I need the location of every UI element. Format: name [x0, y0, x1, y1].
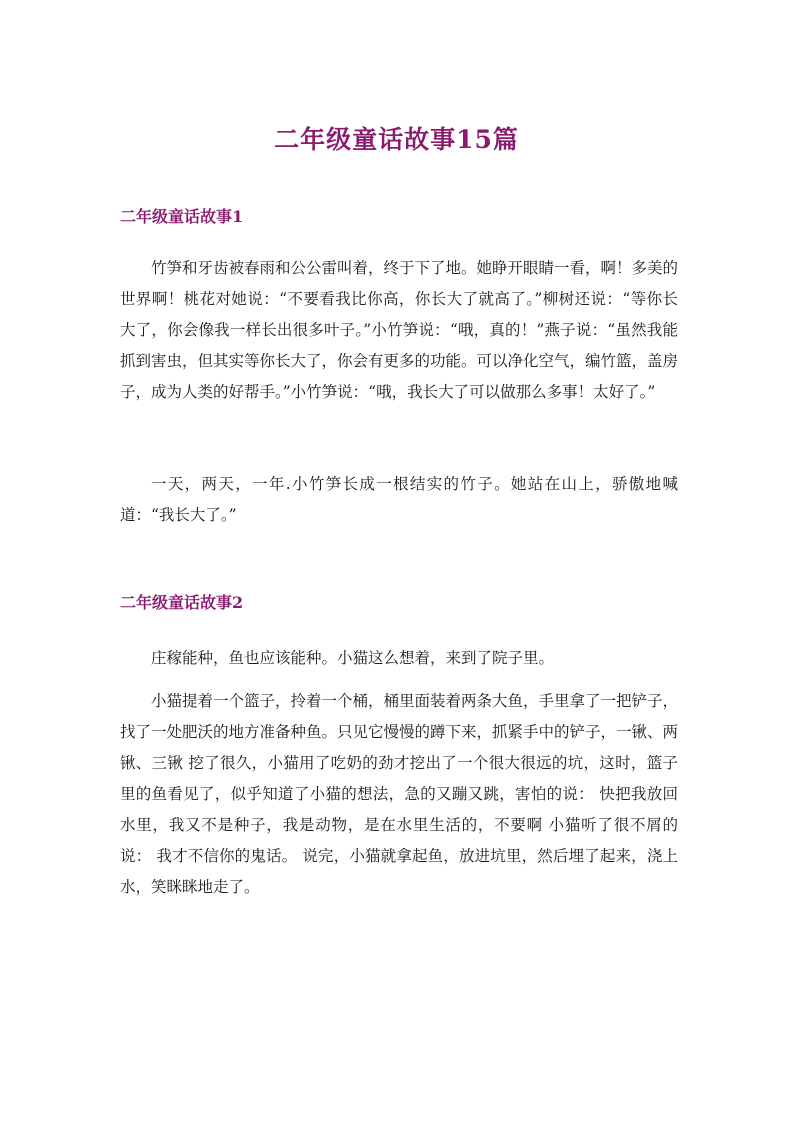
story-1-heading: 二年级童话故事1	[120, 207, 244, 226]
story-2-paragraph-1: 庄稼能种，鱼也应该能种。小猫这么想着，来到了院子里。	[151, 649, 555, 667]
document-title: 二年级童话故事15篇	[274, 125, 519, 154]
story-1-paragraph-2: 一天，两天，一年.小竹笋长成一根结实的竹子。她站在山上，骄傲地喊道：“我长大了。”	[120, 475, 678, 524]
story-2-heading: 二年级童话故事2	[120, 593, 244, 612]
story-1-paragraph-1: 竹笋和牙齿被春雨和公公雷叫着，终于下了地。她睁开眼睛一看，啊！多美的世界啊！桃花对她说：“不要看我比你高，你长大了就高了。”柳树还说：“等你长大了，你会像我一样长出很多叶子。”小竹笋说：“哦，真的！”燕子说：“虽然我能抓到害虫，但其实等你长大了，你会有更多的功能。可以净化空气，编竹篮，盖房子，成为人类的好帮手。”小竹笋说：“哦，我长大了可以做那么多事！太好了。”	[120, 259, 679, 401]
story-2-paragraph-2: 小猫提着一个篮子，拎着一个桶，桶里面装着两条大鱼，手里拿了一把铲子，找了一处肥沃的地方准备种鱼。只见它慢慢的蹲下来，抓紧手中的铲子，一锹、两锹、三锹 挖了很久，小猫用了吃奶的劲才挖出了一个很大很远的坑，这时，篮子里的鱼看见了，似乎知道了小猫的想法，急的又蹦又跳，害怕的说： 快把我放回水里，我又不是种子，我是动物，是在水里生活的，不要啊 小猫听了很不屑的说： 我才不信你的鬼话。 说完，小猫就拿起鱼，放进坑里，然后埋了起来，浇上水，笑眯眯地走了。	[120, 692, 679, 896]
